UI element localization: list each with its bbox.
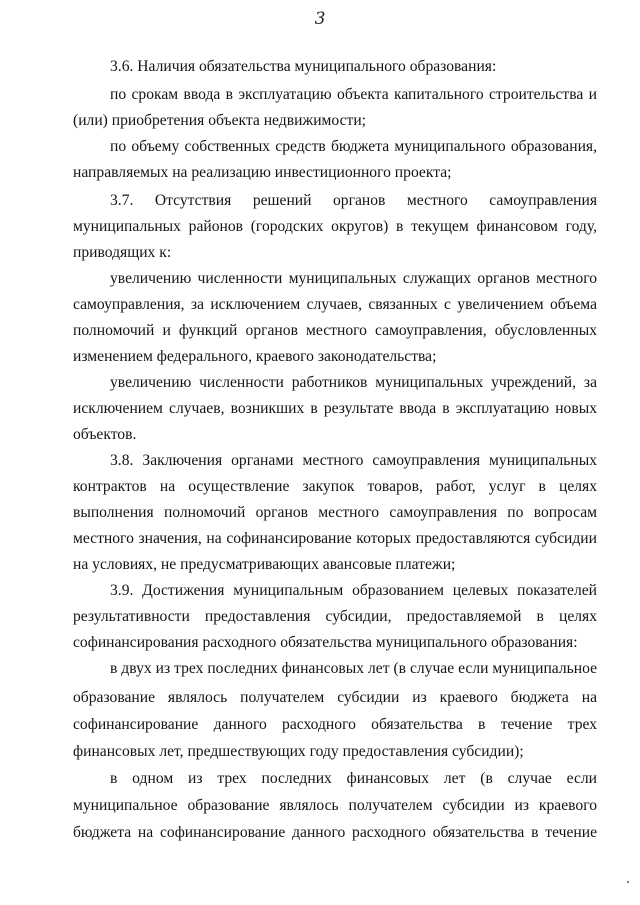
text-line: изменением федерального, краевого законодательства; (73, 348, 437, 365)
text-line: по срокам ввода в эксплуатацию объекта капитального строительства и (110, 86, 597, 103)
text-line: увеличению численности работников муниципальных учреждений, за (110, 374, 597, 391)
text-line: в одном из трех последних финансовых лет (в случае если (110, 770, 597, 787)
text-line: местного значения, на софинансирование которых предоставляются субсидии (73, 530, 597, 547)
text-line: контрактов на осуществление закупок товаров, работ, услуг в целях (73, 478, 597, 495)
text-line: бюджета на софинансирование данного расходного обязательства в течение (73, 824, 597, 841)
text-line: направляемых на реализацию инвестиционного проекта; (73, 164, 452, 181)
text-line: исключением случаев, возникших в результате ввода в эксплуатацию новых (73, 400, 597, 417)
text-line: результативности предоставления субсидии, предоставляемой в целях (73, 608, 597, 625)
text-line: 3.9. Достижения муниципальным образованием целевых показателей (110, 582, 597, 599)
text-line: образование являлось получателем субсидии из краевого бюджета на (73, 689, 597, 706)
text-line: 3.6. Наличия обязательства муниципального образования: (110, 58, 497, 75)
text-line: на условиях, не предусматривающих авансовые платежи; (73, 556, 456, 573)
text-line: увеличению численности муниципальных служащих органов местного (110, 270, 597, 287)
text-line: объектов. (73, 426, 137, 443)
text-line: софинансирования расходного обязательства муниципального образования: (73, 634, 578, 651)
text-line: в двух из трех последних финансовых лет (в случае если муниципальное (110, 660, 597, 677)
text-line: финансовых лет, предшествующих году предоставления субсидии); (73, 743, 524, 760)
text-line: 3.8. Заключения органами местного самоуправления муниципальных (110, 452, 597, 469)
text-line: самоуправления, за исключением случаев, связанных с увеличением объема (73, 296, 597, 313)
text-line: муниципальное образование являлось получателем субсидии из краевого (73, 797, 597, 814)
text-line: муниципальных районов (городских округов) в текущем финансовом году, (73, 218, 597, 235)
page-number: 3 (314, 9, 326, 29)
text-line: полномочий и функций органов местного самоуправления, обусловленных (73, 322, 597, 339)
text-line: софинансирование данного расходного обязательства в течение трех (73, 716, 597, 733)
scan-speck (627, 881, 629, 883)
text-line: 3.7. Отсутствия решений органов местного самоуправления (110, 192, 597, 209)
text-line: (или) приобретения объекта недвижимости; (73, 112, 366, 129)
text-line: по объему собственных средств бюджета муниципального образования, (110, 138, 597, 155)
text-line: выполнения полномочий органов местного самоуправления по вопросам (73, 504, 597, 521)
text-line: приводящих к: (73, 244, 172, 261)
